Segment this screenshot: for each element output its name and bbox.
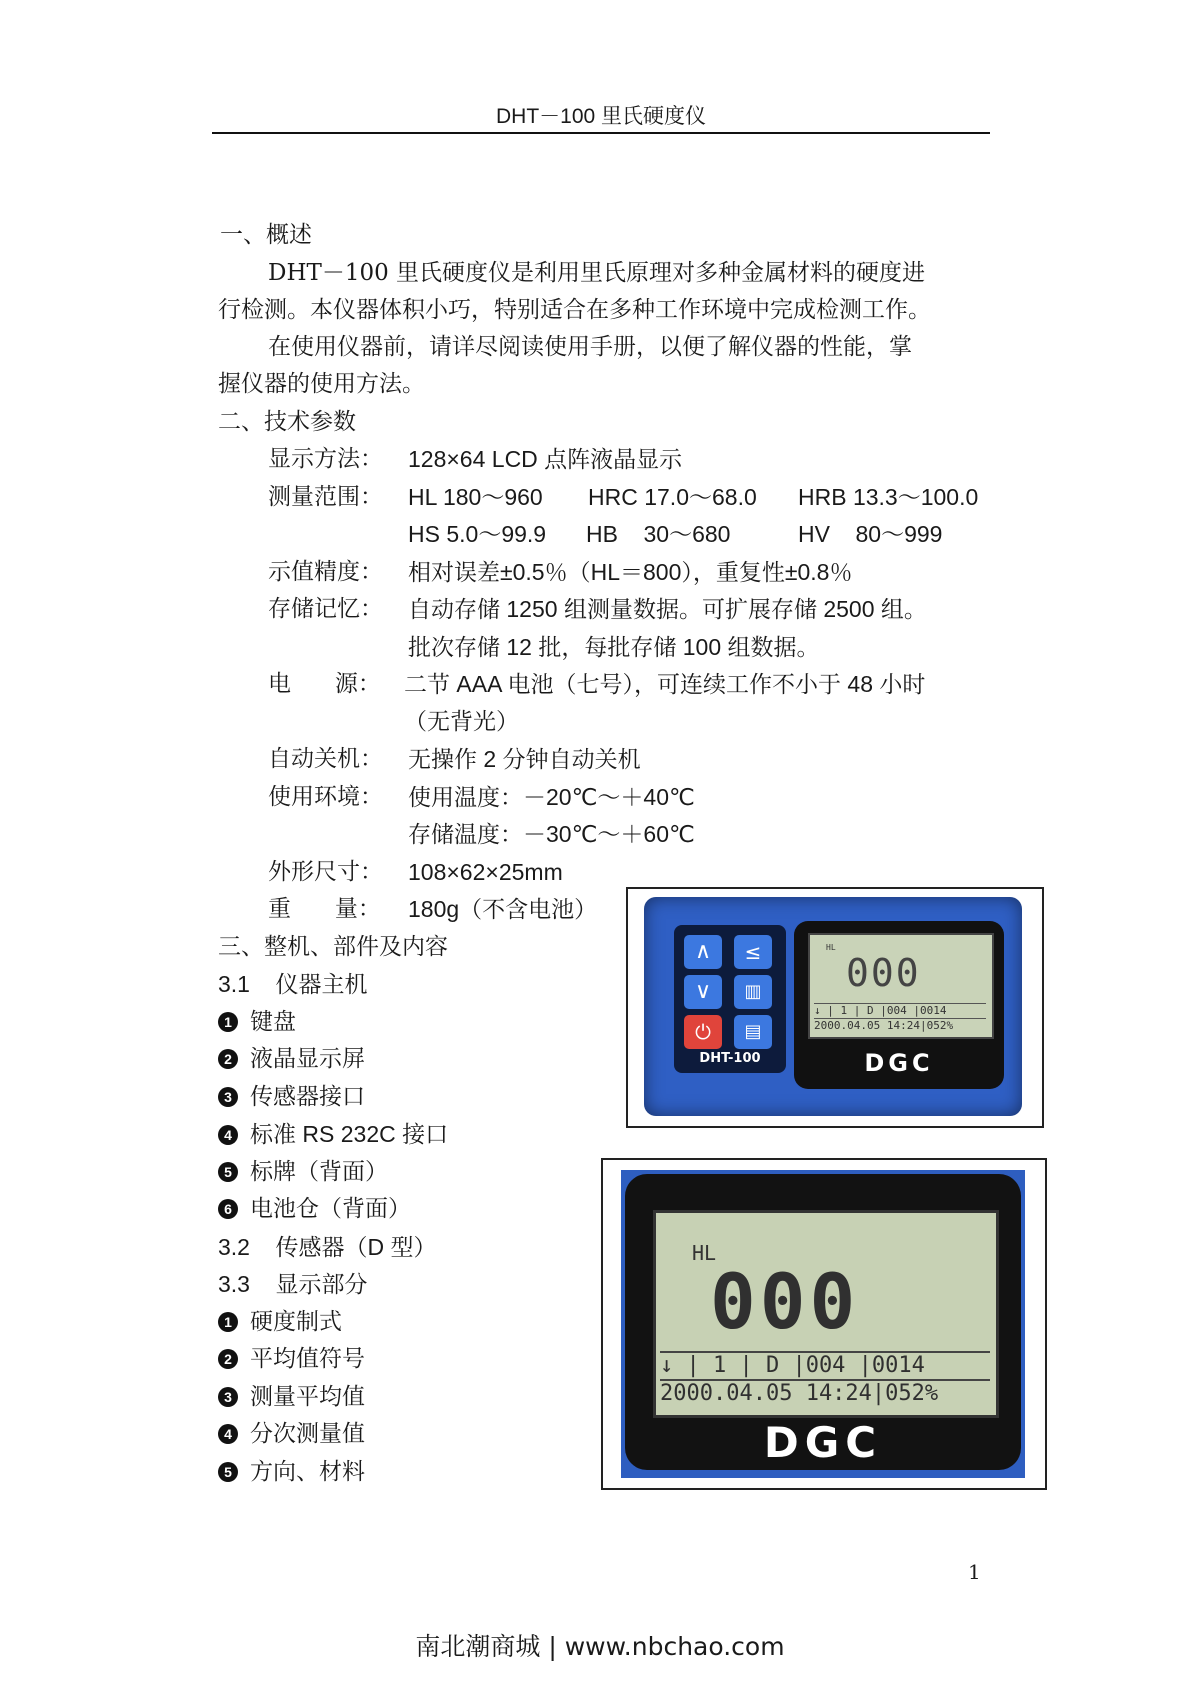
up-arrow-icon: ∧ xyxy=(684,935,722,969)
footer-link[interactable]: 南北潮商城 | www.nbchao.com xyxy=(415,1632,785,1661)
down-arrow-icon: ∨ xyxy=(684,975,722,1009)
lcd-date-row: 2000.04.05 14:24|052% xyxy=(814,1018,986,1032)
list-item-label: 分次测量值 xyxy=(250,1421,365,1447)
model-label: DHT-100 xyxy=(699,1051,761,1066)
list-item-label: 测量平均值 xyxy=(250,1384,365,1410)
brand-logo: DGC xyxy=(763,1418,883,1467)
size-value: 108×62×25mm xyxy=(408,859,563,885)
page-header: DHT－100 里氏硬度仪 xyxy=(495,105,707,128)
marker-5: 5 xyxy=(218,1162,238,1182)
list-item-label: 平均值符号 xyxy=(250,1346,365,1372)
list-item xyxy=(218,1307,342,1337)
marker-3: 3 xyxy=(218,1087,238,1107)
list-item-label: 电池仓（背面） xyxy=(250,1196,411,1222)
memory-line2: 批次存储 12 批，每批存储 100 组数据。 xyxy=(408,634,820,660)
memory-icon: ▤ xyxy=(734,1015,772,1049)
screen-frame xyxy=(625,1174,1021,1470)
device-body xyxy=(644,897,1022,1116)
lcd-reading: 000 xyxy=(710,1257,860,1346)
contents-heading: 三、整机、部件及内容 xyxy=(218,934,448,960)
list-item-label: 标准 RS 232C 接口 xyxy=(250,1121,449,1147)
overview-p1-line2: 行检测。本仪器体积小巧，特别适合在多种工作环境中完成检测工作。 xyxy=(218,297,931,323)
marker-6: 6 xyxy=(218,1199,238,1219)
section-3-2: 3.2 传感器（D 型） xyxy=(218,1234,437,1260)
list-item-label: 硬度制式 xyxy=(250,1309,342,1335)
range-hb: HB 30～680 xyxy=(586,521,731,547)
list-item xyxy=(218,1082,365,1112)
size-label: 外形尺寸： xyxy=(268,859,383,885)
screen-frame xyxy=(794,921,1004,1089)
overview-p2-line2: 握仪器的使用方法。 xyxy=(218,371,425,397)
device-body xyxy=(621,1170,1025,1478)
marker-2: 2 xyxy=(218,1049,238,1069)
section-3-1: 3.1 仪器主机 xyxy=(218,971,368,997)
lcd-screen xyxy=(653,1210,999,1418)
range-hs: HS 5.0～99.9 xyxy=(408,521,547,547)
weight-label: 重 量： xyxy=(268,896,381,922)
weight-value: 180g（不含电池） xyxy=(408,896,598,922)
lcd-status-row: ↓ | 1 | D |004 |0014 xyxy=(660,1351,990,1379)
marker-1: 1 xyxy=(218,1012,238,1032)
lcd-screen xyxy=(808,933,994,1039)
book-icon: ▥ xyxy=(734,975,772,1009)
autooff-value: 无操作 2 分钟自动关机 xyxy=(408,746,641,772)
env-line2: 存储温度：－30℃～＋60℃ xyxy=(408,821,695,847)
marker-2: 2 xyxy=(218,1349,238,1369)
marker-4: 4 xyxy=(218,1125,238,1145)
lcd-reading: 000 xyxy=(846,951,921,995)
header-rule xyxy=(212,132,990,134)
marker-5: 5 xyxy=(218,1462,238,1482)
list-item-label: 传感器接口 xyxy=(250,1084,365,1110)
power-line2: （无背光） xyxy=(404,709,519,735)
range-hrb: HRB 13.3～100.0 xyxy=(798,484,979,510)
range-hrc: HRC 17.0～68.0 xyxy=(588,484,757,510)
list-item xyxy=(218,1382,365,1412)
range-label: 测量范围： xyxy=(268,484,383,510)
marker-1: 1 xyxy=(218,1312,238,1332)
device-photo-front xyxy=(626,887,1044,1128)
list-item xyxy=(218,1007,296,1037)
list-item xyxy=(218,1119,448,1150)
specs-heading: 二、技术参数 xyxy=(218,409,356,435)
memory-label: 存储记忆： xyxy=(268,596,383,622)
page-number: 1 xyxy=(968,1560,981,1584)
env-line1: 使用温度：－20℃～＋40℃ xyxy=(408,784,695,810)
range-hl: HL 180～960 xyxy=(408,484,543,510)
list-item xyxy=(218,1194,411,1224)
lcd-date-row: 2000.04.05 14:24|052% xyxy=(660,1379,990,1407)
list-item xyxy=(218,1344,365,1374)
overview-heading: 一、概述 xyxy=(220,222,312,248)
impact-icon: ≤ xyxy=(734,935,772,969)
list-item xyxy=(218,1457,365,1487)
marker-4: 4 xyxy=(218,1424,238,1444)
marker-3: 3 xyxy=(218,1387,238,1407)
list-item-label: 液晶显示屏 xyxy=(250,1046,365,1072)
list-item-label: 方向、材料 xyxy=(250,1459,365,1485)
list-item xyxy=(218,1157,388,1187)
display-label: 显示方法： xyxy=(268,446,383,472)
lcd-status-row: ↓ | 1 | D |004 |0014 xyxy=(814,1003,986,1017)
power-icon: ⏻ xyxy=(684,1015,722,1049)
keypad xyxy=(674,925,786,1073)
list-item xyxy=(218,1044,365,1074)
list-item-label: 键盘 xyxy=(250,1009,296,1035)
power-line1: 二节 AAA 电池（七号），可连续工作不小于 48 小时 xyxy=(404,671,926,697)
lcd-unit: HL xyxy=(692,1241,717,1265)
display-value: 128×64 LCD 点阵液晶显示 xyxy=(408,446,683,472)
autooff-label: 自动关机： xyxy=(268,746,383,772)
list-item xyxy=(218,1419,365,1449)
accuracy-label: 示值精度： xyxy=(268,559,383,585)
list-item-label: 标牌（背面） xyxy=(250,1159,388,1185)
overview-p2-line1: 在使用仪器前，请详尽阅读使用手册，以便了解仪器的性能，掌 xyxy=(268,334,912,360)
device-photo-display xyxy=(601,1158,1047,1490)
memory-line1: 自动存储 1250 组测量数据。可扩展存储 2500 组。 xyxy=(408,596,927,622)
range-hv: HV 80～999 xyxy=(798,521,943,547)
lcd-unit: HL xyxy=(826,943,836,952)
power-label: 电 源： xyxy=(268,671,381,697)
env-label: 使用环境： xyxy=(268,784,383,810)
overview-p1-line1: DHT－100 里氏硬度仪是利用里氏原理对多种金属材料的硬度进 xyxy=(268,260,926,286)
brand-logo: DGC xyxy=(864,1049,934,1077)
section-3-3: 3.3 显示部分 xyxy=(218,1271,368,1297)
accuracy-value: 相对误差±0.5％（HL＝800），重复性±0.8％ xyxy=(408,559,853,585)
